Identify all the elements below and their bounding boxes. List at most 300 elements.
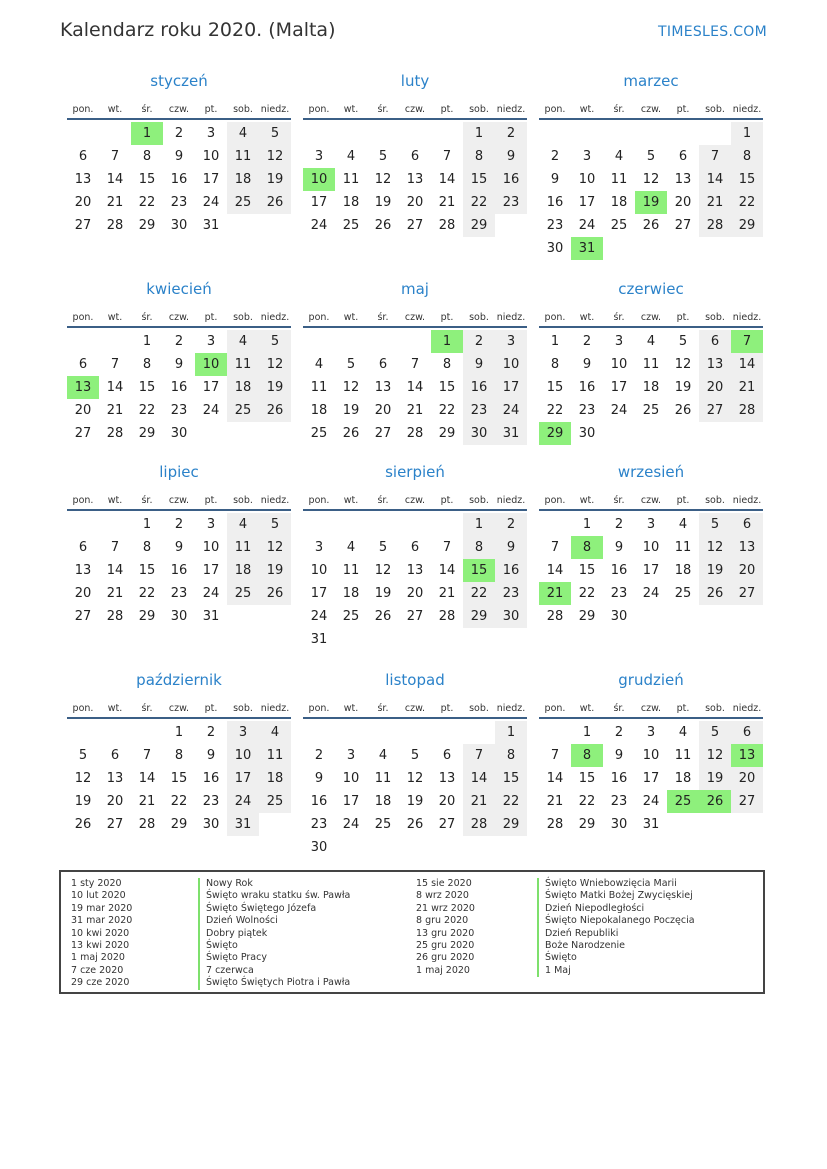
day-cell: 2 [614,517,624,532]
weekday-label: pon. [72,104,94,115]
day-grid [67,122,291,237]
holiday-day-cell: 13 [67,376,99,399]
day-cell: 12 [406,771,424,786]
day-grid [67,513,291,628]
holiday-name: Święto Świętych Piotra i Pawła [198,977,350,989]
holiday-name: Dzień Niepodległości [537,903,695,915]
month-11 [303,669,527,859]
weekday-label: sob. [469,495,489,506]
day-cell: 29 [463,214,495,237]
holiday-day-cell: 10 [303,168,335,191]
day-cell: 10 [310,563,328,578]
day-cell: 28 [106,609,124,624]
day-cell: 26 [259,191,291,214]
day-cell: 22 [463,582,495,605]
day-cell: 19 [259,168,291,191]
day-cell: 15 [495,767,527,790]
day-cell: 11 [227,536,259,559]
day-cell: 19 [259,376,291,399]
day-cell: 27 [106,817,124,832]
day-cell: 16 [463,376,495,399]
day-cell: 6 [442,748,452,763]
day-cell: 10 [202,540,220,555]
day-cell: 17 [642,563,660,578]
day-cell: 13 [74,563,92,578]
empty-cell [431,122,463,145]
day-cell: 14 [699,168,731,191]
day-cell: 12 [374,172,392,187]
weekday-label: śr. [141,312,153,323]
day-cell: 19 [699,559,731,582]
weekday-label: wt. [579,703,595,714]
day-cell: 5 [78,748,88,763]
empty-cell [67,721,99,744]
day-cell: 18 [374,794,392,809]
weekday-label: wt. [343,495,359,506]
day-cell: 21 [463,790,495,813]
day-cell: 23 [170,586,188,601]
day-cell: 16 [610,771,628,786]
holiday-date: 10 kwi 2020 [71,927,130,939]
day-cell: 4 [678,517,688,532]
weekday-label: niedz. [496,104,526,115]
day-cell: 17 [202,380,220,395]
weekday-label: pon. [72,312,94,323]
day-cell: 4 [314,357,324,372]
day-cell: 19 [406,794,424,809]
day-cell: 7 [463,744,495,767]
day-cell: 23 [578,403,596,418]
day-cell: 16 [546,195,564,210]
empty-cell [303,122,335,145]
day-grid [539,721,763,836]
weekday-label: czw. [168,104,190,115]
holiday-date: 13 gru 2020 [416,927,475,939]
day-cell: 13 [74,172,92,187]
day-cell: 8 [174,748,184,763]
holiday-day-cell: 8 [571,744,603,767]
day-cell: 6 [731,721,763,744]
day-cell: 31 [310,632,328,647]
weekday-header [539,303,763,328]
day-cell: 14 [138,771,156,786]
day-cell: 1 [731,122,763,145]
day-cell: 10 [342,771,360,786]
day-cell: 14 [438,563,456,578]
day-cell: 30 [170,218,188,233]
day-cell: 25 [342,609,360,624]
month-12 [539,669,763,836]
brand-logo[interactable]: TIMESLES.COM [658,24,767,40]
day-cell: 22 [578,794,596,809]
day-cell: 20 [374,403,392,418]
day-cell: 5 [378,540,388,555]
holiday-date: 25 gru 2020 [416,939,475,951]
day-cell: 9 [614,540,624,555]
holiday-name: Święto Pracy [198,952,350,964]
weekday-label: niedz. [496,495,526,506]
month-1 [67,70,291,237]
day-cell: 29 [578,609,596,624]
day-cell: 23 [463,399,495,422]
empty-cell [399,513,431,536]
day-cell: 15 [731,168,763,191]
day-cell: 10 [227,744,259,767]
day-grid [539,122,763,260]
day-cell: 4 [378,748,388,763]
weekday-label: czw. [168,495,190,506]
day-cell: 24 [227,790,259,813]
weekday-label: pt. [440,495,454,506]
day-cell: 8 [463,536,495,559]
day-cell: 17 [202,563,220,578]
day-cell: 2 [174,517,184,532]
day-cell: 10 [578,172,596,187]
day-cell: 26 [259,582,291,605]
day-cell: 20 [731,767,763,790]
empty-cell [399,330,431,353]
day-cell: 11 [674,540,692,555]
weekday-label: pon. [544,104,566,115]
day-cell: 11 [259,744,291,767]
day-cell: 9 [495,536,527,559]
day-cell: 27 [74,218,92,233]
day-cell: 18 [227,168,259,191]
weekday-label: niedz. [260,703,290,714]
weekday-label: czw. [168,312,190,323]
weekday-header [67,694,291,719]
day-cell: 23 [170,195,188,210]
day-cell: 9 [174,357,184,372]
day-cell: 12 [374,563,392,578]
day-cell: 6 [78,357,88,372]
holiday-name: Święto [537,952,695,964]
empty-cell [303,721,335,744]
day-cell: 29 [138,426,156,441]
day-cell: 6 [410,540,420,555]
day-cell: 5 [699,513,731,536]
month-5 [303,278,527,445]
weekday-label: wt. [343,104,359,115]
day-cell: 12 [642,172,660,187]
legend-names-col-1 [198,878,350,990]
weekday-label: pt. [204,495,218,506]
empty-cell [367,513,399,536]
weekday-label: pt. [676,312,690,323]
day-cell: 20 [406,195,424,210]
day-cell: 2 [463,330,495,353]
day-cell: 11 [342,563,360,578]
day-cell: 19 [74,794,92,809]
day-cell: 29 [731,214,763,237]
holiday-name: Dobry piątek [198,928,350,940]
weekday-label: pt. [204,312,218,323]
day-cell: 23 [495,582,527,605]
day-cell: 27 [374,426,392,441]
day-cell: 4 [346,540,356,555]
weekday-label: pon. [544,312,566,323]
day-cell: 4 [227,122,259,145]
day-cell: 25 [310,426,328,441]
day-cell: 18 [610,195,628,210]
day-cell: 21 [438,195,456,210]
weekday-header [539,694,763,719]
weekday-label: czw. [404,104,426,115]
day-cell: 18 [310,403,328,418]
day-grid [67,330,291,445]
weekday-label: śr. [377,703,389,714]
holiday-date: 10 lut 2020 [71,890,126,902]
weekday-label: sob. [705,703,725,714]
month-6 [539,278,763,445]
day-cell: 30 [202,817,220,832]
empty-cell [303,513,335,536]
empty-cell [603,122,635,145]
day-cell: 17 [310,586,328,601]
month-name: listopad [385,671,445,689]
day-cell: 14 [106,380,124,395]
holiday-day-cell: 8 [571,536,603,559]
holiday-date: 1 maj 2020 [71,952,125,964]
day-cell: 24 [202,403,220,418]
month-9 [539,461,763,628]
day-cell: 28 [138,817,156,832]
day-cell: 27 [74,609,92,624]
day-cell: 11 [227,145,259,168]
holiday-date: 19 mar 2020 [71,902,133,914]
empty-cell [67,122,99,145]
day-cell: 9 [614,748,624,763]
day-cell: 5 [346,357,356,372]
weekday-label: wt. [107,703,123,714]
empty-cell [367,721,399,744]
weekday-label: pon. [308,312,330,323]
day-cell: 13 [438,771,456,786]
day-cell: 12 [259,536,291,559]
day-cell: 15 [578,563,596,578]
day-cell: 13 [406,172,424,187]
holiday-date: 1 maj 2020 [416,964,470,976]
empty-cell [399,122,431,145]
day-cell: 18 [342,195,360,210]
day-cell: 11 [227,353,259,376]
day-cell: 6 [699,330,731,353]
day-cell: 29 [463,605,495,628]
day-cell: 18 [227,559,259,582]
day-cell: 3 [646,725,656,740]
day-cell: 29 [170,817,188,832]
day-cell: 1 [495,721,527,744]
day-cell: 18 [674,563,692,578]
weekday-label: sob. [469,104,489,115]
day-cell: 23 [202,794,220,809]
day-cell: 26 [374,609,392,624]
holiday-name: Święto Niepokalanego Poczęcia [537,915,695,927]
month-name: sierpień [385,463,445,481]
day-cell: 9 [550,172,560,187]
month-name: czerwiec [618,280,684,298]
day-cell: 19 [259,559,291,582]
weekday-header [539,486,763,511]
day-cell: 4 [346,149,356,164]
day-cell: 13 [406,563,424,578]
weekday-header [303,486,527,511]
day-cell: 9 [174,540,184,555]
day-cell: 21 [438,586,456,601]
day-cell: 14 [546,771,564,786]
holiday-name: 7 czerwca [198,965,350,977]
holiday-name: Święto Świętego Józefa [198,903,350,915]
weekday-label: czw. [640,495,662,506]
day-cell: 13 [699,353,731,376]
holiday-day-cell: 26 [699,790,731,813]
day-cell: 9 [174,149,184,164]
weekday-label: sob. [705,495,725,506]
holiday-day-cell: 25 [667,790,699,813]
day-cell: 30 [170,609,188,624]
weekday-label: sob. [469,703,489,714]
day-cell: 16 [170,380,188,395]
day-cell: 11 [374,771,392,786]
weekday-label: śr. [613,495,625,506]
weekday-label: pt. [676,104,690,115]
day-cell: 28 [699,214,731,237]
day-cell: 18 [642,380,660,395]
day-cell: 4 [227,330,259,353]
month-name: kwiecień [146,280,212,298]
day-cell: 22 [731,191,763,214]
day-cell: 17 [610,380,628,395]
holiday-day-cell: 31 [571,237,603,260]
day-cell: 24 [578,218,596,233]
day-cell: 21 [106,403,124,418]
day-cell: 27 [438,817,456,832]
day-cell: 28 [463,813,495,836]
day-cell: 5 [378,149,388,164]
day-cell: 7 [110,149,120,164]
weekday-label: niedz. [732,104,762,115]
day-cell: 16 [578,380,596,395]
day-cell: 25 [342,218,360,233]
day-cell: 3 [495,330,527,353]
day-cell: 24 [202,195,220,210]
day-cell: 25 [227,582,259,605]
day-cell: 1 [174,725,184,740]
weekday-label: czw. [404,703,426,714]
empty-cell [463,721,495,744]
day-cell: 26 [74,817,92,832]
day-cell: 16 [495,559,527,582]
empty-cell [399,721,431,744]
weekday-label: wt. [579,104,595,115]
day-cell: 7 [550,748,560,763]
weekday-label: pt. [676,703,690,714]
day-cell: 28 [106,426,124,441]
day-cell: 6 [410,149,420,164]
day-grid [303,721,527,859]
day-cell: 22 [138,403,156,418]
day-grid [539,330,763,445]
day-cell: 6 [78,149,88,164]
day-cell: 20 [731,559,763,582]
day-cell: 31 [495,422,527,445]
holiday-name: Boże Narodzenie [537,940,695,952]
weekday-label: pon. [72,495,94,506]
empty-cell [67,330,99,353]
empty-cell [335,330,367,353]
weekday-header [303,694,527,719]
holiday-date: 21 wrz 2020 [416,902,475,914]
weekday-header [539,95,763,120]
day-cell: 7 [110,357,120,372]
weekday-label: czw. [168,703,190,714]
day-cell: 7 [699,145,731,168]
day-cell: 2 [582,334,592,349]
weekday-label: niedz. [496,312,526,323]
holiday-date: 26 gru 2020 [416,952,475,964]
empty-cell [335,513,367,536]
day-cell: 15 [546,380,564,395]
day-grid [303,330,527,445]
month-2 [303,70,527,237]
weekday-label: czw. [404,312,426,323]
day-cell: 2 [614,725,624,740]
page-title: Kalendarz roku 2020. (Malta) [60,19,336,41]
day-cell: 11 [310,380,328,395]
day-cell: 8 [142,357,152,372]
holiday-name: Dzień Wolności [198,915,350,927]
day-cell: 2 [314,748,324,763]
day-cell: 30 [310,840,328,855]
month-3 [539,70,763,260]
day-cell: 17 [342,794,360,809]
day-cell: 16 [170,172,188,187]
weekday-label: śr. [613,703,625,714]
day-cell: 8 [142,540,152,555]
empty-cell [431,513,463,536]
empty-cell [335,122,367,145]
empty-cell [99,122,131,145]
day-cell: 2 [206,725,216,740]
day-cell: 22 [138,586,156,601]
weekday-label: sob. [233,104,253,115]
day-cell: 25 [227,191,259,214]
day-cell: 20 [74,403,92,418]
weekday-label: wt. [579,312,595,323]
day-cell: 26 [342,426,360,441]
day-cell: 3 [614,334,624,349]
day-cell: 18 [674,771,692,786]
holiday-name: Dzień Republiki [537,928,695,940]
day-cell: 25 [610,218,628,233]
weekday-label: czw. [640,312,662,323]
day-cell: 8 [731,145,763,168]
empty-cell [667,122,699,145]
day-cell: 28 [731,399,763,422]
holiday-date: 7 cze 2020 [71,964,124,976]
day-cell: 7 [550,540,560,555]
month-name: październik [136,671,222,689]
weekday-label: śr. [613,312,625,323]
day-cell: 29 [138,218,156,233]
empty-cell [539,721,571,744]
day-cell: 21 [138,794,156,809]
day-cell: 5 [678,334,688,349]
weekday-label: śr. [141,104,153,115]
weekday-label: pt. [440,312,454,323]
holiday-day-cell: 1 [431,330,463,353]
weekday-label: pon. [308,495,330,506]
